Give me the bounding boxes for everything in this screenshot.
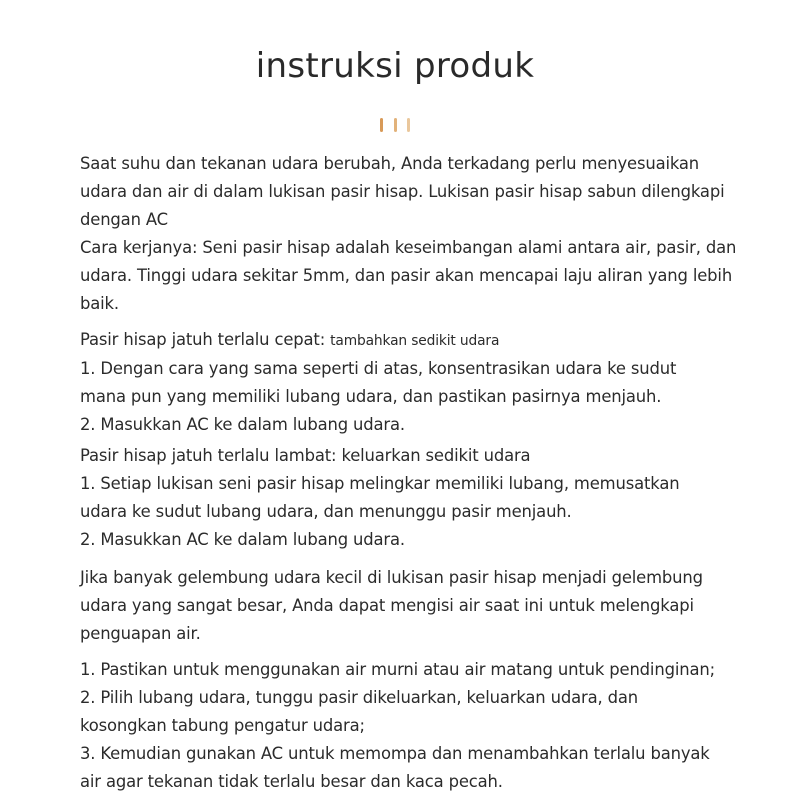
text-line: air agar tekanan tidak terlalu besar dan kaca pecah.	[80, 772, 503, 791]
section-too-slow	[80, 442, 720, 554]
heading-note: tambahkan sedikit udara	[330, 333, 500, 349]
instructions-body	[80, 150, 737, 796]
text-line: udara. Tinggi udara sekitar 5mm, dan pasir akan mencapai laju aliran yang lebih	[80, 266, 733, 285]
text-line: 2. Masukkan AC ke dalam lubang udara.	[80, 530, 405, 549]
text-line: Cara kerjanya: Seni pasir hisap adalah keseimbangan alami antara air, pasir, dan	[80, 238, 737, 257]
page-title: instruksi produk	[255, 46, 535, 86]
text-line: udara ke sudut lubang udara, dan menunggu pasir menjauh.	[80, 502, 572, 521]
heading-text: Pasir hisap jatuh terlalu cepat:	[80, 330, 326, 349]
text-line: udara dan air di dalam lukisan pasir hisap. Lukisan pasir hisap sabun dilengkapi	[80, 182, 725, 201]
text-line: 1. Pastikan untuk menggunakan air murni atau air matang untuk pendinginan;	[80, 660, 715, 679]
text-line: dengan AC	[80, 210, 168, 229]
intro-paragraph	[80, 150, 737, 318]
text-line: Jika banyak gelembung udara kecil di lukisan pasir hisap menjadi gelembung	[80, 568, 703, 587]
text-line: baik.	[80, 294, 119, 313]
title-ornament	[380, 118, 410, 132]
text-line: 1. Setiap lukisan seni pasir hisap melingkar memiliki lubang, memusatkan	[80, 474, 680, 493]
section-heading: Pasir hisap jatuh terlalu lambat: keluarkan sedikit udara	[80, 446, 531, 465]
text-line: mana pun yang memiliki lubang udara, dan pastikan pasirnya menjauh.	[80, 387, 662, 406]
ornament-bar-3	[407, 118, 410, 132]
ornament-bar-2	[394, 118, 397, 132]
steps-list	[80, 656, 720, 796]
section-heading	[80, 326, 720, 355]
text-line: 3. Kemudian gunakan AC untuk memompa dan menambahkan terlalu banyak	[80, 744, 710, 763]
text-line: 2. Pilih lubang udara, tunggu pasir dikeluarkan, keluarkan udara, dan	[80, 688, 638, 707]
section-too-fast	[80, 326, 720, 439]
text-line: penguapan air.	[80, 624, 201, 643]
text-line: Saat suhu dan tekanan udara berubah, Anda terkadang perlu menyesuaikan	[80, 154, 700, 173]
text-line: udara yang sangat besar, Anda dapat mengisi air saat ini untuk melengkapi	[80, 596, 694, 615]
text-line: kosongkan tabung pengatur udara;	[80, 716, 365, 735]
ornament-bar-1	[380, 118, 383, 132]
bubbles-paragraph	[80, 564, 720, 648]
text-line: 2. Masukkan AC ke dalam lubang udara.	[80, 415, 405, 434]
text-line: 1. Dengan cara yang sama seperti di atas, konsentrasikan udara ke sudut	[80, 359, 677, 378]
